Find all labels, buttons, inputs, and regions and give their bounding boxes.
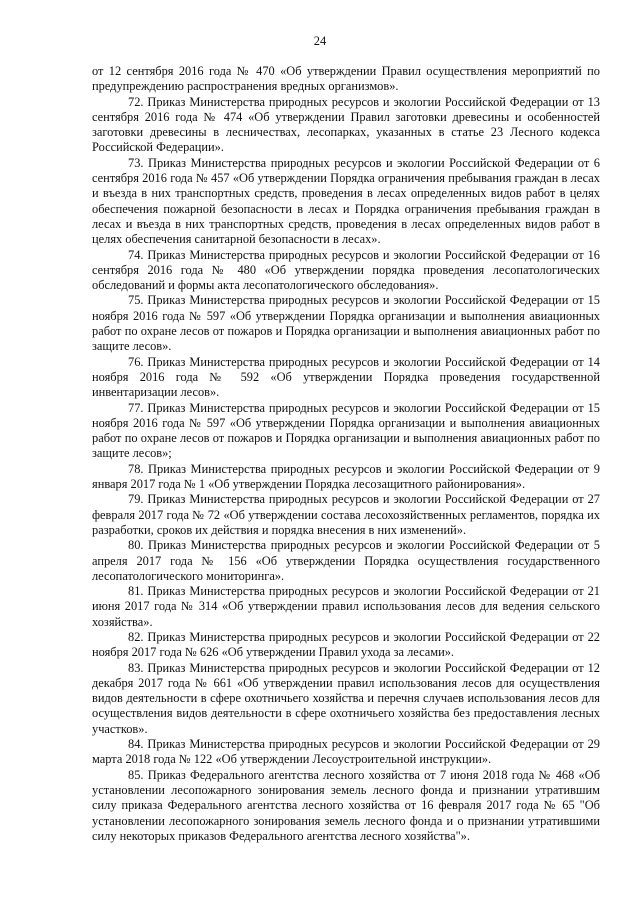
list-item-paragraph: 80. Приказ Министерства природных ресурсов и экологии Российской Федерации от 5 апреля 2017 года № 156 «Об утверждении Порядка осуществления государственного лесопатологического мониторинга».	[92, 538, 600, 583]
list-item-paragraph: 73. Приказ Министерства природных ресурсов и экологии Российской Федерации от 6 сентября 2016 года № 457 «Об утверждении Порядка ограничения пребывания граждан в лесах и въезда в них транспортных средств, проведения в лесах определенных видов работ в целях обеспечения пожарной безопасности в лесах и Порядка ограничения пребывания граждан в лесах и въезда в них транспортных средств, проведения в лесах определенных видов работ в целях обеспечения санитарной безопасности в лесах».	[92, 155, 600, 247]
list-item-paragraph: 79. Приказ Министерства природных ресурсов и экологии Российской Федерации от 27 февраля 2017 года № 72 «Об утверждении состава лесохозяйственных регламентов, порядка их разработки, сроков их действия и порядка внесения в них изменений».	[92, 492, 600, 537]
list-item-paragraph: 84. Приказ Министерства природных ресурсов и экологии Российской Федерации от 29 марта 2018 года № 122 «Об утверждении Лесоустроительной инструкции».	[92, 737, 600, 767]
list-item-paragraph: 81. Приказ Министерства природных ресурсов и экологии Российской Федерации от 21 июня 2017 года № 314 «Об утверждении правил использования лесов для ведения сельского хозяйства».	[92, 584, 600, 629]
list-item-paragraph: 76. Приказ Министерства природных ресурсов и экологии Российской Федерации от 14 ноября 2016 года № 592 «Об утверждении Порядка проведения государственной инвентаризации лесов».	[92, 354, 600, 400]
list-item-paragraph: 78. Приказ Министерства природных ресурсов и экологии Российской Федерации от 9 января 2017 года № 1 «Об утверждении Порядка лесозащитного районирования».	[92, 461, 600, 492]
list-item-paragraph: 74. Приказ Министерства природных ресурсов и экологии Российской Федерации от 16 сентября 2016 года № 480 «Об утверждении порядка проведения лесопатологических обследований и формы акта лесопатологического обследования».	[92, 247, 600, 293]
list-item-paragraph: 83. Приказ Министерства природных ресурсов и экологии Российской Федерации от 12 декабря 2017 года № 661 «Об утверждении правил использования лесов для осуществления видов деятельности в сфере охотничьего хозяйства и перечня случаев использования лесов для осуществления видов деятельности в сфере охотничьего хозяйства без предоставления лесных участков».	[92, 660, 600, 736]
list-item-paragraph: 85. Приказ Федерального агентства лесного хозяйства от 7 июня 2018 года № 468 «Об установлении лесопожарного зонирования земель лесного фонда и признании утратившим силу приказа Федерального агентства лесного хозяйства от 16 февраля 2017 года № 65 "Об установлении лесопожарного зонирования земель лесного фонда и о признании утратившими силу некоторых приказов Федерального агентства лесного хозяйства"».	[92, 767, 600, 843]
list-item-paragraph: 75. Приказ Министерства природных ресурсов и экологии Российской Федерации от 15 ноября 2016 года № 597 «Об утверждении Порядка организации и выполнения авиационных работ по охране лесов от пожаров и Порядка организации и выполнения авиационных работ по защите лесов».	[92, 293, 600, 354]
document-body	[92, 64, 600, 844]
list-item-paragraph: 77. Приказ Министерства природных ресурсов и экологии Российской Федерации от 15 ноября 2016 года № 597 «Об утверждении Порядка организации и выполнения авиационных работ по охране лесов от пожаров и Порядка организации и выполнения авиационных работ по защите лесов»;	[92, 400, 600, 461]
list-item-paragraph: 82. Приказ Министерства природных ресурсов и экологии Российской Федерации от 22 ноября 2017 года № 626 «Об утверждении Правил ухода за лесами».	[92, 629, 600, 660]
list-item-paragraph: 72. Приказ Министерства природных ресурсов и экологии Российской Федерации от 13 сентября 2016 года № 474 «Об утверждении Правил заготовки древесины и особенностей заготовки древесины в лесничествах, лесопарках, указанных в статье 23 Лесного кодекса Российской Федерации».	[92, 94, 600, 155]
page-number: 24	[313, 34, 327, 48]
paragraph-continuation: от 12 сентября 2016 года № 470 «Об утверждении Правил осуществления мероприятий по предупреждению распространения вредных организмов».	[92, 64, 600, 94]
